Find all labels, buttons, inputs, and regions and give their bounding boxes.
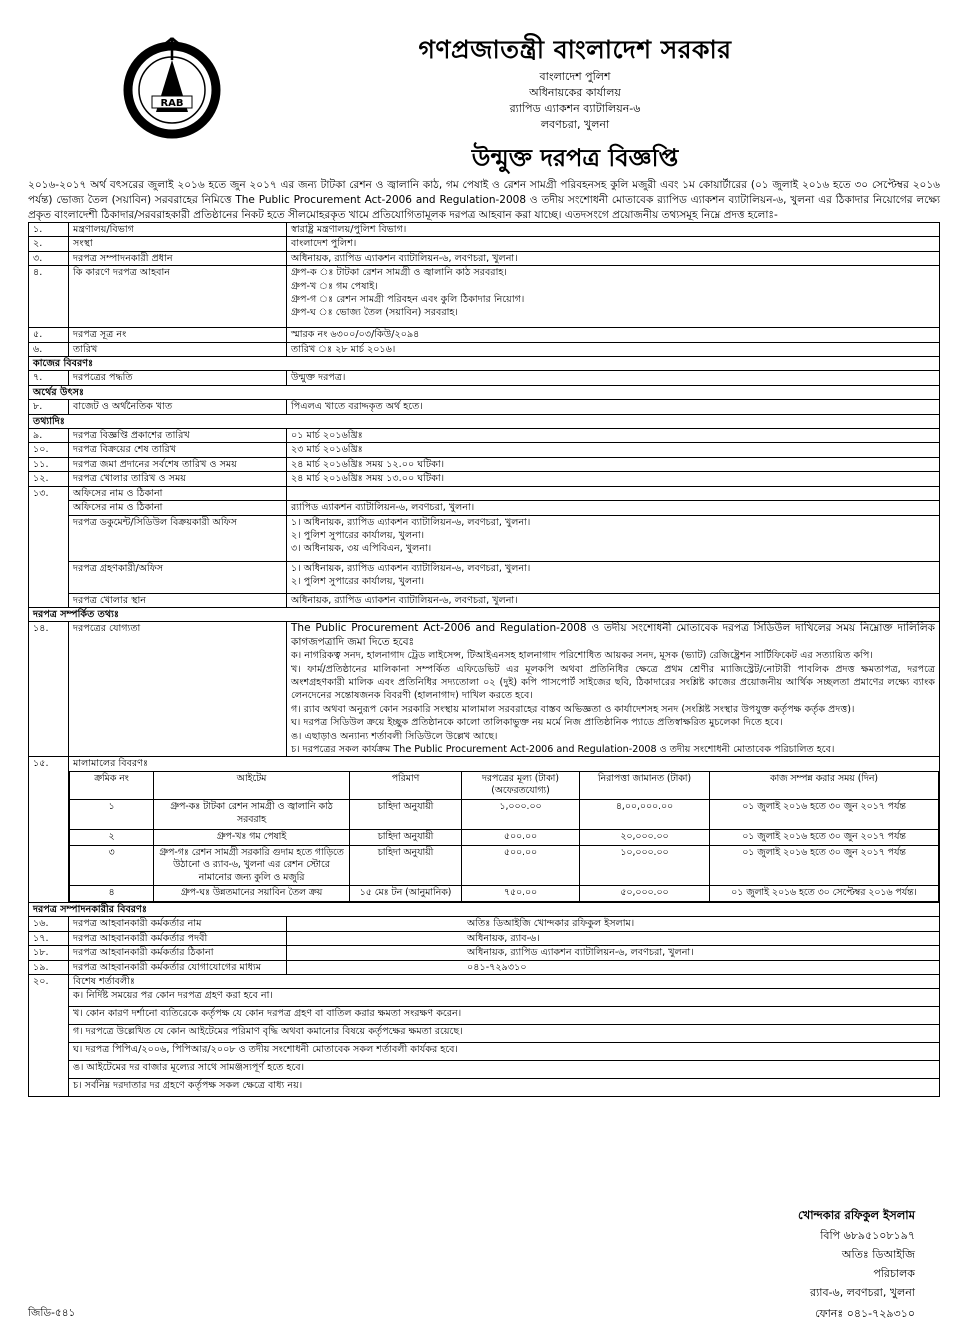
table-row xyxy=(29,946,940,960)
table-cell: গ্রুপ-কঃ টাটকা রেশন সামগ্রী ও জ্বালানি কাঠ সরবরাহ xyxy=(154,799,350,829)
goods-row xyxy=(70,886,939,902)
table-cell: দরপত্র খোলার তারিখ ও সময় xyxy=(69,472,287,486)
table-cell: সংস্থা xyxy=(69,237,287,251)
table-cell: ১। অধিনায়ক, র‍্যাপিড এ্যাকশন ব্যাটালিয়ন-৬, লবণচরা, খুলনা। ২। পুলিশ সুপারের কার্যালয়, খুলনা। xyxy=(287,561,940,593)
table-cell: দরপত্র ডকুমেন্ট/সিডিউল বিক্রয়কারী অফিস xyxy=(69,515,287,561)
footer-code: জিডি-৫৪১ xyxy=(28,1307,76,1319)
rab-logo xyxy=(116,30,228,140)
table-cell: মন্ত্রণালয়/বিভাগ xyxy=(69,223,287,237)
condition-row xyxy=(29,1061,940,1079)
section-heading xyxy=(29,357,940,371)
table-cell: ৩ xyxy=(70,845,154,886)
table-cell: ১০. xyxy=(29,443,69,457)
table-cell: ঙ। আইটেমের দর বাজার মূল্যের সাথে সামঞ্জস্যপূর্ণ হতে হবে। xyxy=(69,1061,940,1079)
table-cell: ৪. xyxy=(29,266,69,328)
table-cell: অফিসের নাম ও ঠিকানা xyxy=(69,501,287,515)
table-cell: চ। সর্বনিম্ন দরদাতার দর গ্রহণে কর্তৃপক্ষ সকল ক্ষেত্রে বাধ্য নয়। xyxy=(69,1079,940,1097)
table-cell: ১৫. xyxy=(29,757,69,903)
table-cell: দরপত্র সম্পর্কিত তথ্যঃ xyxy=(29,607,940,621)
table-cell: ০১ জুলাই ২০১৬ হতে ৩০ জুন ২০১৭ পর্যন্ত xyxy=(710,799,939,829)
table-cell: ঘ। দরপত্র পিপিএ/২০০৬, পিপিআর/২০০৮ ও তদীয় সংশোধনী মোতাবেক সকল শর্তাবলী কার্যকর হবে। xyxy=(69,1043,940,1061)
table-cell: পরিমাণ xyxy=(350,771,462,799)
table-cell: দরপত্র সম্পাদনকারী প্রধান xyxy=(69,251,287,265)
table-cell: ৫০০.০০ xyxy=(462,845,580,886)
table-cell: দরপত্র আহবানকারী কর্মকর্তার যোগাযোগের মাধ্যম xyxy=(69,960,287,974)
table-cell: পিএলএ খাতে বরাদ্দকৃত অর্থ হতে। xyxy=(287,400,940,414)
table-cell: তথ্যাদিঃ xyxy=(29,414,940,428)
table-cell: ১৯. xyxy=(29,960,69,974)
table-cell: দরপত্র আহবানকারী কর্মকর্তার ঠিকানা xyxy=(69,946,287,960)
table-cell: কাজের বিবরণঃ xyxy=(29,357,940,371)
intro-paragraph: ২০১৬-২০১৭ অর্থ বৎসরের জুলাই ২০১৬ হতে জুন ২০১৭ এর জন্য টাটকা রেশন ও জ্বালানি কাঠ, গম পেষাই ও রেশন সামগ্রী পরিবহনসহ কুলি মজুরী এবং ১ম কোয়ার্টারের (০১ জুলাই ২০১৬ হতে ৩০ সেপ্টেম্বর ২০১৬ পর্যন্ত) ভোজ্য তৈল (সয়াবিন) সরবরাহের নিমিত্তে The Public Procurement Act-2006 and Regulation-2008 ও তদীয় সংশোধনী মোতাবেক র‍্যাপিড এ্যাকশন ব্যাটালিয়ন-৬, খুলনা এর ঠিকাদার নিয়োগের লক্ষ্যে প্রকৃত বাংলাদেশী ঠিকাদার/সরবরাহকারী প্রতিষ্ঠানের নিকট হতে সীলমোহরকৃত খামে প্রতিযোগিতামূলক দরপত্র আহবান করা যাচ্ছে। এতদসংগে প্রয়োজনীয় তথ্যসমূহ নিম্নে প্রদত্ত হলোঃ- xyxy=(28,179,940,221)
table-cell: ১. xyxy=(29,223,69,237)
header-line: লবণচরা, খুলনা xyxy=(540,118,610,131)
signatory-line: র‍্যাব-৬, লবণচরা, খুলনা xyxy=(810,1286,915,1299)
table-cell: দরপত্র আহবানকারী কর্মকর্তার নাম xyxy=(69,917,287,931)
table-cell: দরপত্র গ্রহণকারী/অফিস xyxy=(69,561,287,593)
table-cell: ১ xyxy=(70,799,154,829)
table-row xyxy=(29,342,940,356)
table-cell: আইটেম xyxy=(154,771,350,799)
table-cell: মালামালের বিবরণঃ ক্রমিক নং আইটেম পরিমাণ দরপত্রের মূল্য (টাকা) (অফেরতযোগ্য) নিরাপত্তা জামানত (টাকা) কাজ সম্পন্ন করার সময় (দিন) ১ গ্রুপ-কঃ টাটকা রেশন সামগ্রী ও জ্বালানি কাঠ সরবরাহ চাহিদা অনুযায়ী ১,০০০.০০ ৪,০০,০০০.০০ ০১ জুলাই ২০১৬ হতে ৩০ জুন ২০১৭ পর্যন্ত ২ গ্রুপ-খঃ গম পেষাই চাহিদা অনুযায়ী ৫০০.০০ ২০,০০০.০০ ০১ জুলাই ২০১৬ হতে ৩০ জুন ২০১৭ পর্যন্ত ৩ গ্রুপ-গঃ রেশন সামগ্রী সরকারি গুদাম হতে গাড়িতে উঠানো ও র‍্যাব-৬, খুলনা এর রেশন স্টোরে নামানোর জন্য কুলি ও মজুরি চাহিদা অনুযায়ী ৫০০.০০ ১০,০০০.০০ ০১ জুলাই ২০১৬ হতে ৩০ জুন ২০১৭ পর্যন্ত ৪ গ্রুপ-ঘঃ উন্নতমানের সয়াবিন তৈল ক্রয় ১৫ মেঃ টন (আনুমানিক) ৭৫০.০০ ৫০,০০০.০০ ০১ জুলাই ২০১৬ হতে ৩০ সেপ্টেম্বর ২০১৬ পর্যন্ত। xyxy=(69,757,940,903)
table-cell: ২০,০০০.০০ xyxy=(580,829,710,845)
section-heading xyxy=(29,902,940,916)
table-cell: ৪ xyxy=(70,886,154,902)
table-cell: গ্রুপ-ক ঃ টাটকা রেশন সামগ্রী ও জ্বালানি কাঠ সরবরাহ। গ্রুপ-খ ঃ গম পেষাই। গ্রুপ-গ ঃ রেশন সামগ্রী পরিবহন এবং কুলি ঠিকাদার নিয়োগ। গ্রুপ-ঘ ঃ ভোজ্য তৈল (সয়াবিন) সরবরাহ। xyxy=(287,266,940,328)
table-cell: ২. xyxy=(29,237,69,251)
table-row xyxy=(29,251,940,265)
table-cell: ২৩ মার্চ ২০১৬খ্রিঃ xyxy=(287,443,940,457)
signatory-line: অতিঃ ডিআইজি xyxy=(841,1248,915,1261)
table-cell: চাহিদা অনুযায়ী xyxy=(350,799,462,829)
signatory-name: খোন্দকার রফিকুল ইসলাম xyxy=(798,1208,915,1222)
goods-row xyxy=(70,829,939,845)
goods-row xyxy=(70,845,939,886)
table-cell: ২ xyxy=(70,829,154,845)
section-heading xyxy=(29,385,940,399)
section-heading xyxy=(29,607,940,621)
table-cell: ৪,০০,০০০.০০ xyxy=(580,799,710,829)
table-cell: চাহিদা অনুযায়ী xyxy=(350,829,462,845)
table-cell: ১৩. xyxy=(29,486,69,607)
table-cell: ৩. xyxy=(29,251,69,265)
table-row xyxy=(29,960,940,974)
table-cell: ২০. xyxy=(29,974,69,1096)
table-cell: ০৪১-৭২৯৩১০ xyxy=(287,960,940,974)
table-cell: ১৬. xyxy=(29,917,69,931)
table-cell: র‍্যাপিড এ্যাকশন ব্যাটালিয়ন-৬, লবণচরা, খুলনা। xyxy=(287,501,940,515)
table-cell: স্বারাষ্ট্র মন্ত্রণালয়/পুলিশ বিভাগ। xyxy=(287,223,940,237)
table-row xyxy=(29,223,940,237)
table-cell: দরপত্র সূত্র নং xyxy=(69,328,287,342)
condition-row xyxy=(29,1025,940,1043)
table-cell: উন্মুক্ত দরপত্র। xyxy=(287,371,940,385)
header-line: বাংলাদেশ পুলিশ xyxy=(539,70,611,83)
table-row xyxy=(29,400,940,414)
page-title: গণপ্রজাতন্ত্রী বাংলাদেশ সরকার xyxy=(418,35,732,64)
table-cell: দরপত্রের যোগ্যতা xyxy=(69,622,287,757)
table-cell: ১৮. xyxy=(29,946,69,960)
table-cell: চাহিদা অনুযায়ী xyxy=(350,845,462,886)
table-cell: ১১. xyxy=(29,457,69,471)
table-row xyxy=(29,237,940,251)
table-cell: তারিখ ঃ ২৮ মার্চ ২০১৬। xyxy=(287,342,940,356)
table-row xyxy=(29,457,940,471)
table-cell: দরপত্র আহবানকারী কর্মকর্তার পদবী xyxy=(69,931,287,945)
table-cell: অফিসের নাম ও ঠিকানা xyxy=(69,486,287,500)
notice-title: উন্মুক্ত দরপত্র বিজ্ঞপ্তি xyxy=(471,144,679,172)
condition-row xyxy=(29,1043,940,1061)
condition-row xyxy=(29,1007,940,1025)
condition-row xyxy=(29,1079,940,1097)
table-row xyxy=(29,328,940,342)
table-cell: ৬. xyxy=(29,342,69,356)
header-line: র‍্যাপিড এ্যাকশন ব্যাটালিয়ন-৬ xyxy=(509,102,641,115)
table-row xyxy=(29,371,940,385)
table-cell: স্মারক নং ৬৩০০/০৩/কিউ/২০৯৪ xyxy=(287,328,940,342)
tender-info-table xyxy=(28,222,940,1097)
table-cell: দরপত্র সম্পাদনকারীর বিবরণঃ xyxy=(29,902,940,916)
table-cell: ১০,০০০.০০ xyxy=(580,845,710,886)
table-row xyxy=(29,931,940,945)
table-cell: ২৪ মার্চ ২০১৬খ্রিঃ সময় ১২.০০ ঘটিকা। xyxy=(287,457,940,471)
table-cell: ০১ জুলাই ২০১৬ হতে ৩০ জুন ২০১৭ পর্যন্ত xyxy=(710,845,939,886)
table-cell: ০১ মার্চ ২০১৬খ্রিঃ xyxy=(287,429,940,443)
table-row xyxy=(29,501,940,515)
table-cell: অতিঃ ডিআইজি খোন্দকার রফিকুল ইসলাম। xyxy=(287,917,940,931)
table-row xyxy=(29,757,940,903)
table-cell: অধিনায়ক, র‍্যাপিড এ্যাকশন ব্যাটালিয়ন-৬, লবণচরা, খুলনা। xyxy=(287,251,940,265)
table-cell: ৫. xyxy=(29,328,69,342)
table-cell: অধিনায়ক, র‍্যাপিড এ্যাকশন ব্যাটালিয়ন-৬, লবণচরা, খুলনা। xyxy=(287,946,940,960)
table-cell: ১২. xyxy=(29,472,69,486)
table-cell: ২৪ মার্চ ২০১৬খ্রিঃ সময় ১৩.০০ ঘটিকা। xyxy=(287,472,940,486)
table-cell: বিশেষ শর্তাবলীঃ xyxy=(69,974,940,988)
table-cell: গ। দরপত্রে উল্লেখিত যে কোন আইটেমের পরিমাণ বৃদ্ধি অথবা কমানোর বিষয়ে কর্তৃপক্ষের ক্ষমতা রয়েছে। xyxy=(69,1025,940,1043)
table-cell: ১৪. xyxy=(29,622,69,757)
table-cell: ৯. xyxy=(29,429,69,443)
table-cell: ৫০০.০০ xyxy=(462,829,580,845)
table-cell: ৭. xyxy=(29,371,69,385)
goods-header-row xyxy=(70,771,939,799)
table-cell: অধিনায়ক, র‍্যাপিড এ্যাকশন ব্যাটালিয়ন-৬, লবণচরা, খুলনা। xyxy=(287,593,940,607)
signatory-line: বিপি ৬৮৯৫১০৮১৯৭ xyxy=(820,1229,915,1242)
table-cell: দরপত্র জমা প্রদানের সর্বশেষ তারিখ ও সময় xyxy=(69,457,287,471)
table-row xyxy=(29,974,940,988)
table-cell: ৮. xyxy=(29,400,69,414)
section-heading xyxy=(29,414,940,428)
signatory-line: পরিচালক xyxy=(873,1267,915,1280)
signatory-phone: ফোনঃ ০৪১-৭২৯৩১০ xyxy=(815,1307,915,1320)
table-cell: ১,০০০.০০ xyxy=(462,799,580,829)
table-cell: ১৭. xyxy=(29,931,69,945)
table-cell: নিরাপত্তা জামানত (টাকা) xyxy=(580,771,710,799)
table-row xyxy=(29,472,940,486)
table-cell: বাংলাদেশ পুলিশ। xyxy=(287,237,940,251)
table-cell: ক। নির্দিষ্ট সময়ের পর কোন দরপত্র গ্রহণ করা হবে না। xyxy=(69,989,940,1007)
table-cell: বাজেট ও অর্থনৈতিক খাত xyxy=(69,400,287,414)
table-row xyxy=(29,515,940,561)
table-row xyxy=(29,593,940,607)
table-cell: The Public Procurement Act-2006 and Regulation-2008 ও তদীয় সংশোধনী মোতাবেক দরপত্র সিডিউল দাখিলের সময় নিম্নোক্ত দালিলিক কাগজপত্রাদি জমা দিতে হবেঃ ক। নাগরিকত্ব সনদ, হালনাগাদ ট্রেড লাইসেন্স, টিআইএনসহ হালনাগাদ পরিশোধিত আয়কর সনদ, মূসক (ভ্যাট) রেজিষ্ট্রেশন সার্টিফিকেট এর সত্যায়িত কপি। খ। ফার্ম/প্রতিষ্ঠানের মালিকানা সম্পর্কিত এফিডেভিট এর মূলকপি অথবা প্রতিনিধির ক্ষেত্রে প্রথম শ্রেণীর ম্যাজিস্ট্রেট/নোটারী পাবলিক প্রদত্ত ক্ষমতাপত্র, দরপত্রে অংশগ্রহণকারী মালিক এবং প্রতিনিধির সদ্যতোলা ০২ (দুই) কপি পাসপোর্ট সাইজের ছবি, ঠিকাদারের সংশ্লিষ্ট কাজের প্রয়োজনীয় আর্থিক সচ্ছলতা প্রমাণের লক্ষ্যে ব্যাংক লেনদেনের সন্তোষজনক বিবরণী (হালনাগাদ) দাখিল করতে হবে। গ। র‍্যাব অথবা অনুরূপ কোন সরকারি সংস্থায় মালামাল সরবরাহের বাস্তব অভিজ্ঞতা ও কার্যাদেশসহ সনদ (সংশ্লিষ্ট সংস্থার উপযুক্ত কর্তৃপক্ষ কর্তৃক প্রদত্ত)। ঘ। দরপত্র সিডিউল ক্রয়ে ইচ্ছুক প্রতিষ্ঠানকে কালো তালিকাভুক্ত নয় মর্মে নিজ প্রাতিষ্ঠানিক প্যাডে প্রতিস্বাক্ষরিত মুচলেকা দিতে হবে। ঙ। এছাড়াও অন্যান্য শর্তাবলী সিডিউলে উল্লেখ আছে। চ। দরপত্রের সকল কার্যক্রম The Public Procurement Act-2006 and Regulation-2008 ও তদীয় সংশোধনী মোতাবেক পরিচালিত হবে। xyxy=(287,622,940,757)
table-cell: দরপত্রের পদ্ধতি xyxy=(69,371,287,385)
table-cell: ১৫ মেঃ টন (আনুমানিক) xyxy=(350,886,462,902)
table-row xyxy=(29,429,940,443)
table-cell: ৭৫০.০০ xyxy=(462,886,580,902)
table-cell: ০১ জুলাই ২০১৬ হতে ৩০ জুন ২০১৭ পর্যন্ত xyxy=(710,829,939,845)
table-row xyxy=(29,486,940,500)
header-line: অধিনায়কের কার্যালয় xyxy=(529,86,621,99)
table-cell xyxy=(287,486,940,500)
table-cell: দরপত্র বিক্রয়ের শেষ তারিখ xyxy=(69,443,287,457)
table-cell: খ। কোন কারণ দর্শানো ব্যতিরেকে কর্তৃপক্ষ যে কোন দরপত্র গ্রহণ বা বাতিল করার ক্ষমতা সংরক্ষণ করেন। xyxy=(69,1007,940,1025)
table-row xyxy=(29,622,940,757)
table-cell: ০১ জুলাই ২০১৬ হতে ৩০ সেপ্টেম্বর ২০১৬ পর্যন্ত। xyxy=(710,886,939,902)
goods-row xyxy=(70,799,939,829)
table-cell: কি কারণে দরপত্র আহবান xyxy=(69,266,287,328)
table-cell: ক্রমিক নং xyxy=(70,771,154,799)
goods-table xyxy=(69,771,939,902)
table-cell: দরপত্র খোলার স্থান xyxy=(69,593,287,607)
table-cell: গ্রুপ-ঘঃ উন্নতমানের সয়াবিন তৈল ক্রয় xyxy=(154,886,350,902)
table-cell: ৫০,০০০.০০ xyxy=(580,886,710,902)
table-row xyxy=(29,917,940,931)
table-cell: ১। অধিনায়ক, র‍্যাপিড এ্যাকশন ব্যাটালিয়ন-৬, লবণচরা, খুলনা। ২। পুলিশ সুপারের কার্যালয়, খুলনা। ৩। অধিনায়ক, ৩য় এপিবিএন, খুলনা। xyxy=(287,515,940,561)
table-cell: গ্রুপ-খঃ গম পেষাই xyxy=(154,829,350,845)
table-cell: দরপত্রের মূল্য (টাকা) (অফেরতযোগ্য) xyxy=(462,771,580,799)
table-cell: তারিখ xyxy=(69,342,287,356)
logo-text: RAB xyxy=(160,98,184,109)
table-cell: কাজ সম্পন্ন করার সময় (দিন) xyxy=(710,771,939,799)
table-row xyxy=(29,266,940,328)
table-cell: অর্থের উৎসঃ xyxy=(29,385,940,399)
condition-row xyxy=(29,989,940,1007)
table-cell: অধিনায়ক, র‍্যাব-৬। xyxy=(287,931,940,945)
table-cell: দরপত্র বিজ্ঞপ্তি প্রকাশের তারিখ xyxy=(69,429,287,443)
table-cell: গ্রুপ-গঃ রেশন সামগ্রী সরকারি গুদাম হতে গাড়িতে উঠানো ও র‍্যাব-৬, খুলনা এর রেশন স্টোরে নামানোর জন্য কুলি ও মজুরি xyxy=(154,845,350,886)
table-row xyxy=(29,561,940,593)
table-row xyxy=(29,443,940,457)
